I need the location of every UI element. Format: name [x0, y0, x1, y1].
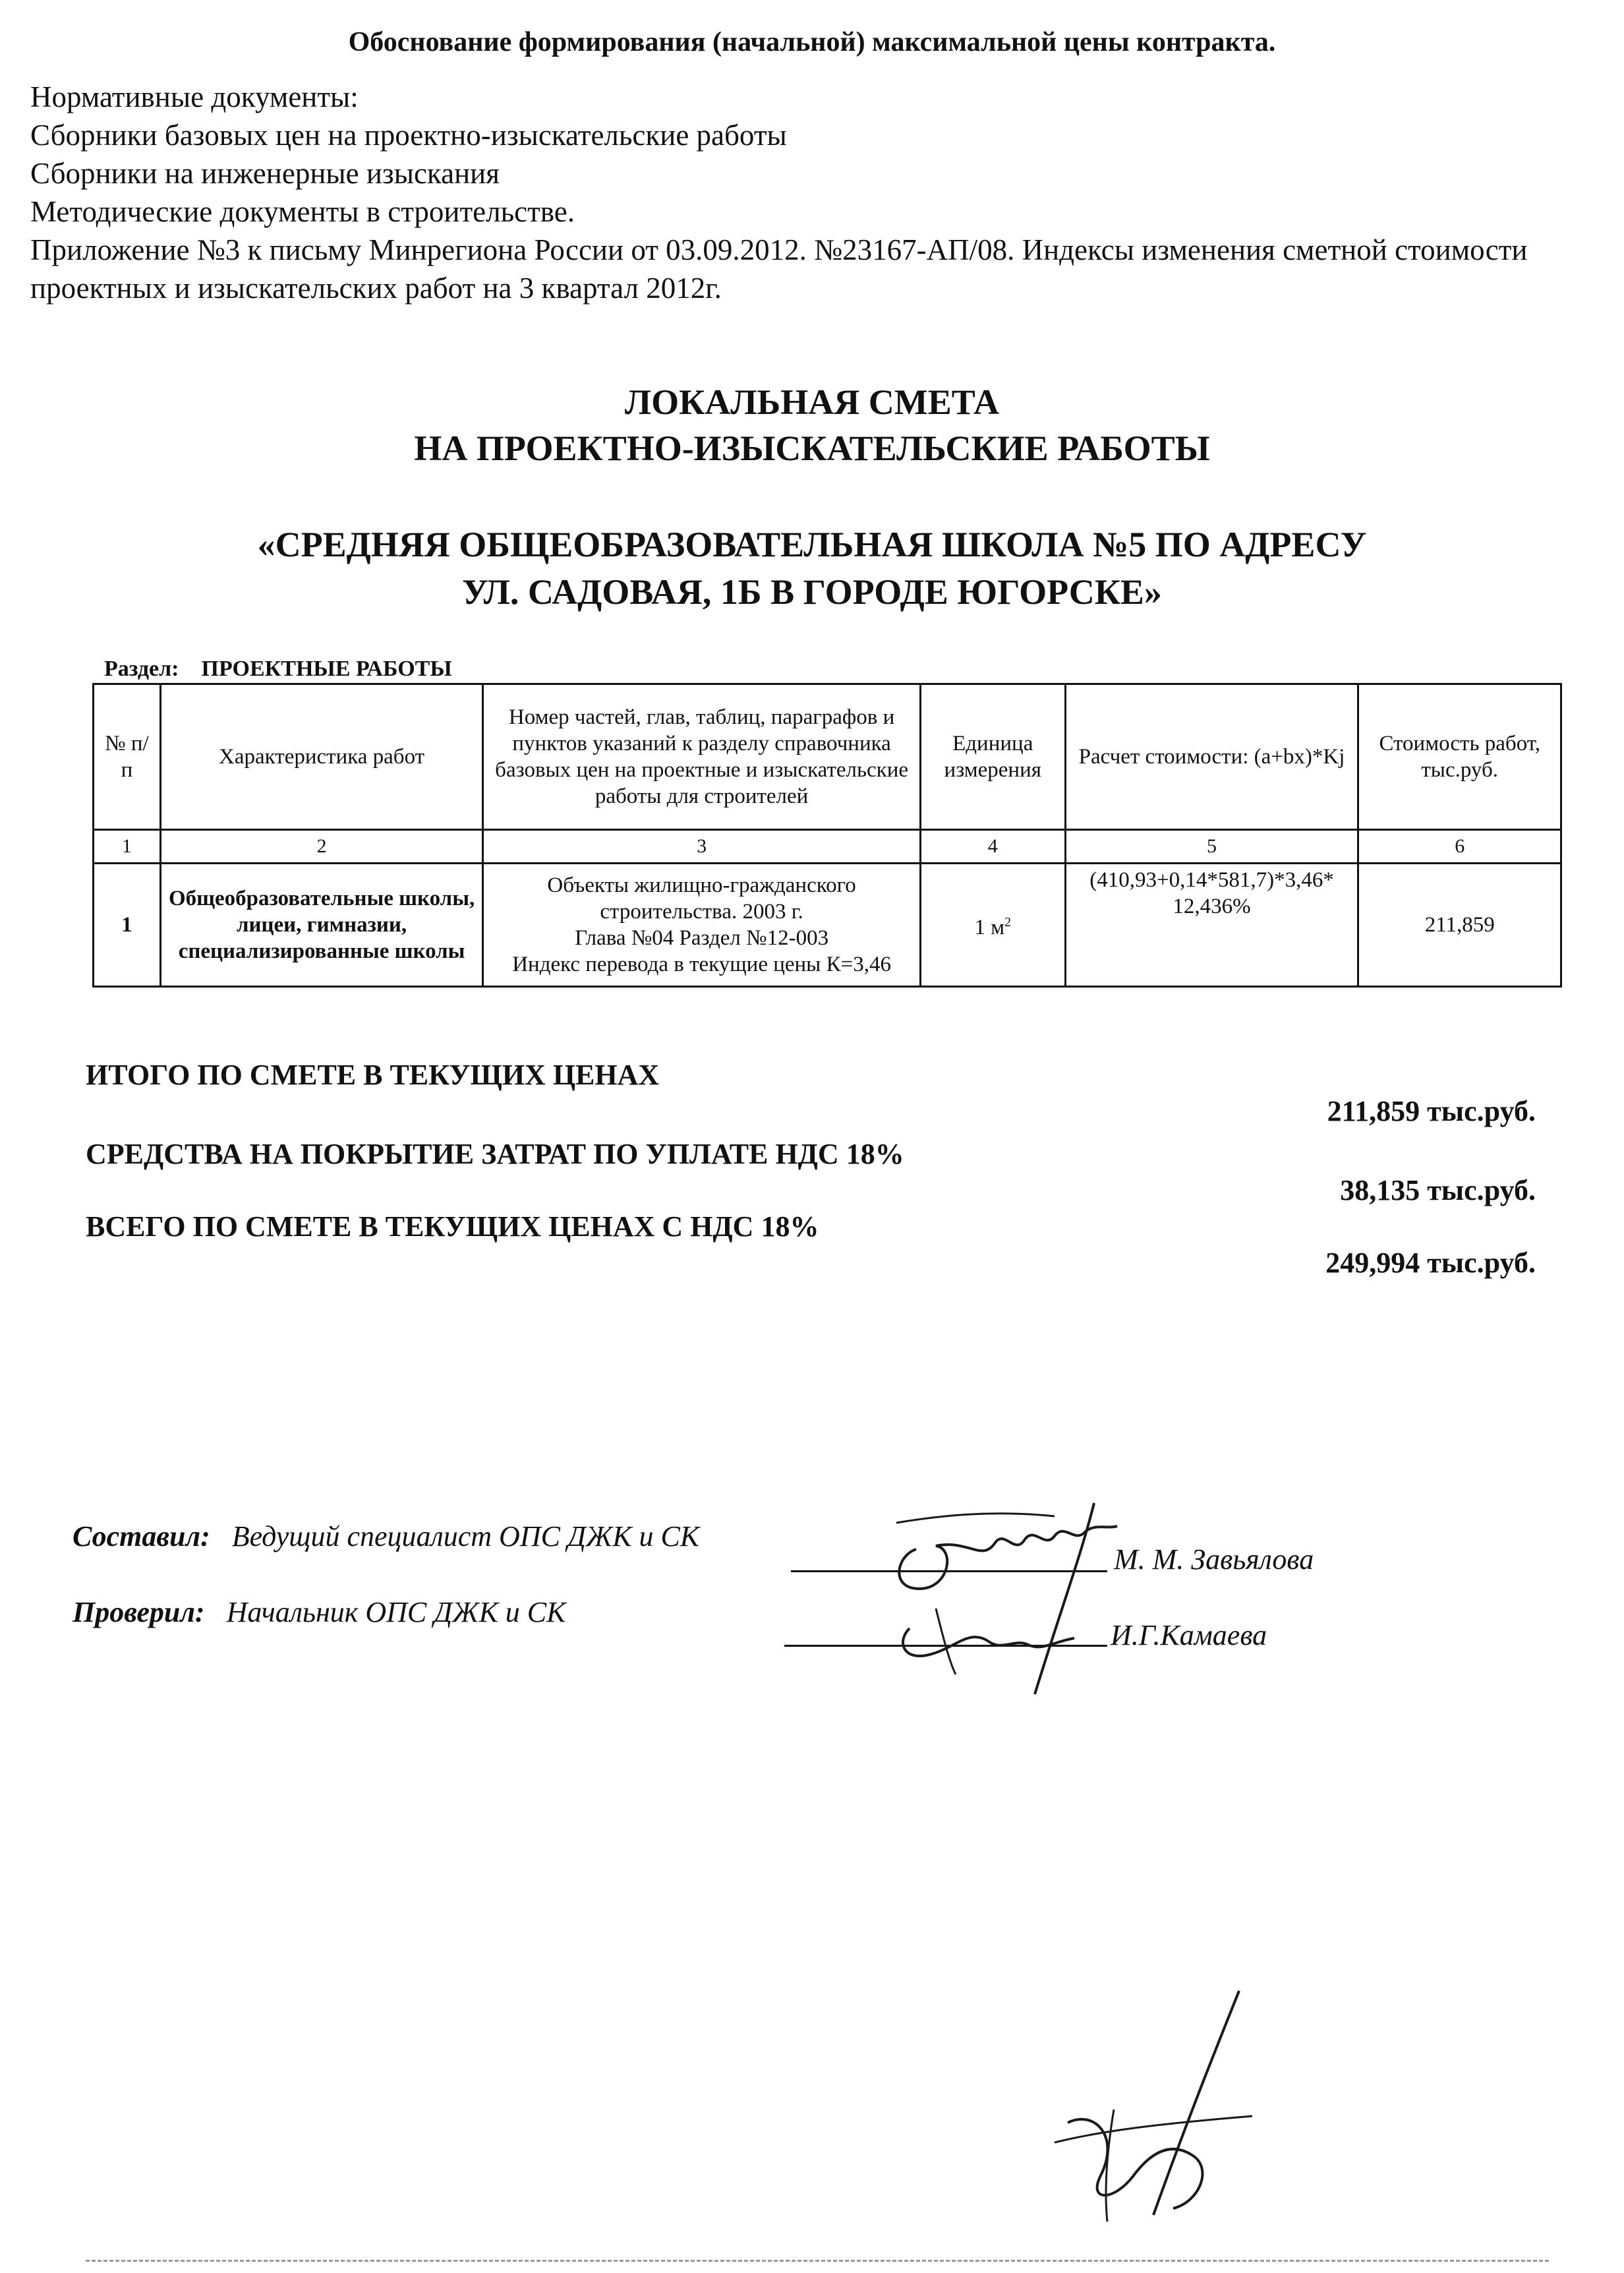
column-number: 1 — [94, 830, 161, 864]
column-header: Расчет стоимости: (а+bх)*Kj — [1065, 684, 1358, 830]
grand-total-value: 249,994 тыс.руб. — [1325, 1247, 1536, 1279]
estimate-table — [92, 683, 1562, 988]
row-reference-line: Объекты жилищно-гражданского строительства. 2003 г. — [547, 873, 856, 924]
total-value: 211,859 тыс.руб. — [1327, 1095, 1536, 1127]
checked-label: Проверил: — [72, 1596, 205, 1628]
handwritten-initials-icon — [1041, 1978, 1279, 2228]
column-header: № п/п — [94, 684, 161, 830]
normative-item: Сборники на инженерные изыскания — [30, 157, 500, 190]
compiled-role: Ведущий специалист ОПС ДЖК и СК — [231, 1520, 700, 1552]
vat-row — [86, 1137, 1536, 1216]
normative-item: Сборники базовых цен на проектно-изыскательские работы — [30, 119, 787, 152]
total-row — [86, 1058, 1536, 1137]
section-label-text: Раздел: — [104, 657, 179, 681]
row-reference — [483, 864, 921, 987]
row-cost: 211,859 — [1358, 864, 1561, 987]
object-title — [0, 521, 1624, 616]
column-number: 2 — [160, 830, 483, 864]
row-unit-sup: 2 — [1004, 915, 1011, 930]
vat-label: СРЕДСТВА НА ПОКРЫТИЕ ЗАТРАТ ПО УПЛАТЕ НДС 18% — [86, 1138, 904, 1170]
normative-item: Приложение №3 к письму Минрегиона России от 03.09.2012. №23167-АП/08. Индексы изменения сметной стоимости проектных и изыскательских работ на 3 квартал 2012г. — [30, 233, 1528, 305]
total-label: ИТОГО ПО СМЕТЕ В ТЕКУЩИХ ЦЕНАХ — [86, 1059, 660, 1091]
document-heading: Обоснование формирования (начальной) максимальной цены контракта. — [348, 27, 1276, 57]
table-row — [94, 864, 1561, 987]
checked-by — [72, 1595, 566, 1629]
vat-value: 38,135 тыс.руб. — [1340, 1174, 1536, 1206]
normative-documents — [30, 78, 1559, 307]
row-number: 1 — [94, 864, 161, 987]
column-number: 3 — [483, 830, 921, 864]
row-reference-line: Индекс перевода в текущие цены К=3,46 — [512, 953, 891, 976]
section-value: ПРОЕКТНЫЕ РАБОТЫ — [201, 657, 452, 681]
row-characteristic: Общеобразовательные школы, лицеи, гимназии, специализированные школы — [160, 864, 483, 987]
section-label — [104, 657, 452, 682]
column-number-row — [94, 830, 1561, 864]
column-header: Номер частей, глав, таблиц, параграфов и пунктов указаний к разделу справочника базовых цен на проектные и изыскательские работы для строителей — [483, 684, 921, 830]
checked-name: И.Г.Камаева — [1111, 1619, 1267, 1651]
handwritten-signature-icon — [857, 1477, 1134, 1714]
normative-item: Методические документы в строительстве. — [30, 195, 575, 228]
row-unit — [920, 864, 1065, 987]
estimate-title-line1: ЛОКАЛЬНАЯ СМЕТА — [624, 382, 1000, 422]
estimate-title — [0, 379, 1624, 471]
table-header-row — [94, 684, 1561, 830]
column-header: Стоимость работ, тыс.руб. — [1358, 684, 1561, 830]
column-number: 4 — [920, 830, 1065, 864]
compiled-label: Составил: — [72, 1520, 210, 1552]
estimate-title-line2: НА ПРОЕКТНО-ИЗЫСКАТЕЛЬСКИЕ РАБОТЫ — [414, 428, 1210, 468]
row-calculation-line: 12,436% — [1173, 895, 1251, 918]
normative-label: Нормативные документы: — [30, 80, 359, 113]
column-header: Единица измерения — [920, 684, 1065, 830]
checked-role: Начальник ОПС ДЖК и СК — [226, 1596, 566, 1628]
grand-total-row — [86, 1210, 1536, 1289]
page-bottom-divider — [86, 2260, 1549, 2262]
column-number: 5 — [1065, 830, 1358, 864]
row-reference-line: Глава №04 Раздел №12-003 — [575, 926, 829, 950]
row-calculation — [1065, 864, 1358, 987]
row-calculation-line: (410,93+0,14*581,7)*3,46* — [1089, 868, 1334, 892]
compiled-by — [72, 1520, 699, 1553]
column-header: Характеристика работ — [160, 684, 483, 830]
column-number: 6 — [1358, 830, 1561, 864]
object-title-line1: «СРЕДНЯЯ ОБЩЕОБРАЗОВАТЕЛЬНАЯ ШКОЛА №5 ПО АДРЕСУ — [257, 525, 1367, 564]
compiled-name: М. М. Завьялова — [1114, 1543, 1314, 1576]
object-title-line2: УЛ. САДОВАЯ, 1Б В ГОРОДЕ ЮГОРСКЕ» — [462, 572, 1162, 612]
row-unit-text: 1 м — [974, 916, 1005, 939]
grand-total-label: ВСЕГО ПО СМЕТЕ В ТЕКУЩИХ ЦЕНАХ С НДС 18% — [86, 1210, 819, 1243]
